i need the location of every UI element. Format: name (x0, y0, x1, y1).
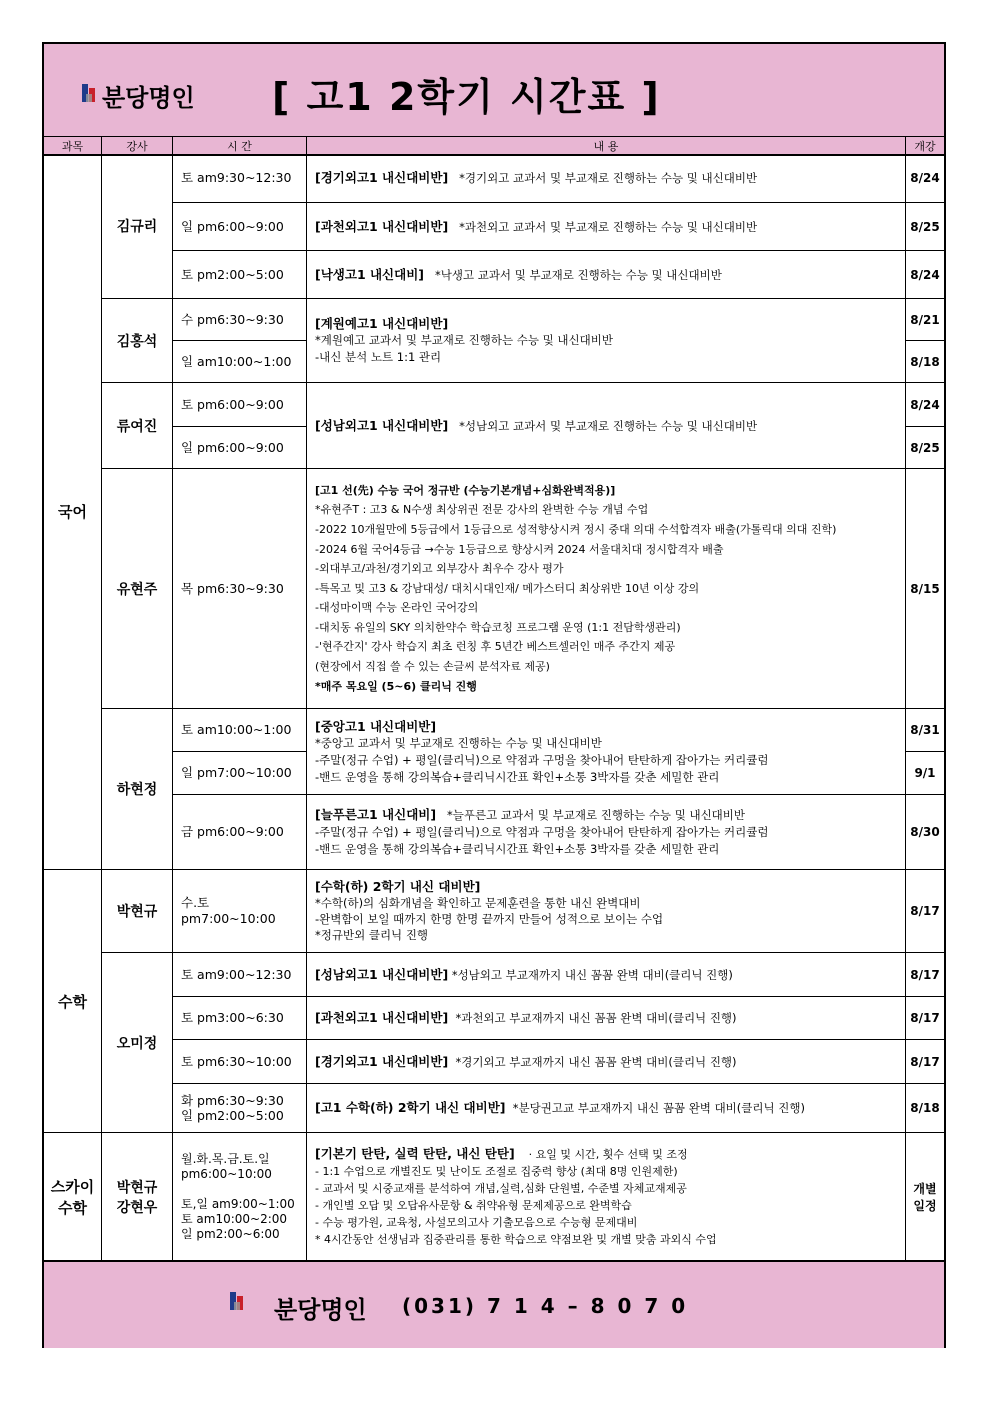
class-description: [낙생고1 내신대비] *낙생고 교과서 및 부교재로 진행하는 수능 및 내신대비반 (315, 266, 722, 282)
footer-brand: 분당명인 (274, 1296, 367, 1324)
class-time: 화 pm6:30~9:30 일 pm2:00~5:00 (181, 1093, 284, 1123)
class-description: [기본기 탄탄, 실력 탄탄, 내신 탄탄] · 요일 및 시간, 횟수 선택 및 조정 - 1:1 수업으로 개별진도 및 난이도 조절로 집중력 향상 (최대 8명 인원제한) - 교과서 및 시중교재를 분석하여 개념,실력,심화 단원별, 수준별 자체교재제공 - 개인별 오답 및 오답유사문항 & 취약유형 문제제공으로 완벽학습 - 수능 평가원, 교육청, 사설모의고사 기출모음으로 수능형 문제대비 * 4시간동안 선생님과 집중관리를 통한 학습으로 약점보완 및 개별 맞춤 과외식 수업 (315, 1146, 717, 1246)
class-description: [경기외고1 내신대비반] *경기외고 부교재까지 내신 꼼꼼 완벽 대비(클리닉 진행) (315, 1053, 737, 1069)
subject-korean: 국어 (58, 503, 87, 521)
col-start: 개강 (914, 140, 936, 153)
teacher-name: 류여진 (116, 418, 158, 435)
class-time: 토 pm6:30~10:00 (181, 1053, 292, 1069)
start-date: 8/24 (910, 267, 940, 282)
teacher-name: 오미정 (116, 1035, 158, 1052)
class-time: 일 pm6:00~9:00 (181, 218, 284, 234)
phone-number[interactable]: (031) 7 1 4 – 8 0 7 0 (402, 1294, 689, 1318)
start-date: 8/25 (910, 440, 940, 455)
start-date: 8/31 (910, 723, 940, 737)
start-date: 8/17 (910, 904, 940, 918)
logo-icon (230, 1292, 244, 1310)
start-date: 8/18 (910, 1101, 940, 1115)
class-description: [성남외고1 내신대비반] *성남외고 부교재까지 내신 꼼꼼 완벽 대비(클리닉 진행) (315, 966, 733, 982)
teacher-name: 박현규 (116, 904, 158, 920)
class-time: 일 am10:00~1:00 (181, 353, 292, 369)
teacher-name: 김홍석 (116, 333, 158, 350)
class-time: 월.화.목.금.토.일 pm6:00~10:00 토,일 am9:00~1:00 토 am10:00~2:00 일 pm2:00~6:00 (181, 1151, 295, 1241)
class-time: 토 pm3:00~6:30 (181, 1010, 284, 1025)
col-content: 내 용 (593, 140, 619, 153)
teacher-name: 박현규 강현우 (116, 1179, 158, 1216)
class-time: 토 pm2:00~5:00 (181, 266, 284, 282)
class-description: [과천외고1 내신대비반] *과천외고 부교재까지 내신 꼼꼼 완벽 대비(클리닉 진행) (315, 1010, 737, 1025)
class-description: [성남외고1 내신대비반] *성남외고 교과서 및 부교재로 진행하는 수능 및 내신대비반 (315, 417, 758, 433)
start-date: 개별 일정 (913, 1181, 937, 1213)
start-date: 8/15 (910, 581, 940, 596)
timetable-sheet (42, 42, 946, 1348)
teacher-name: 김규리 (116, 219, 158, 235)
class-description: [과천외고1 내신대비반] *과천외고 교과서 및 부교재로 진행하는 수능 및 내신대비반 (315, 218, 758, 234)
start-date: 8/18 (910, 354, 940, 369)
subject-sky-math: 스카이 수학 (50, 1177, 95, 1217)
start-date: 8/30 (910, 825, 940, 839)
class-time: 토 am9:00~12:30 (181, 966, 292, 982)
class-time: 일 pm7:00~10:00 (181, 765, 292, 780)
col-subject: 과목 (61, 140, 84, 153)
logo-icon (82, 84, 96, 102)
class-time: 토 am9:30~12:30 (181, 170, 292, 185)
class-time: 토 am10:00~1:00 (181, 722, 292, 737)
class-time: 목 pm6:30~9:30 (181, 580, 284, 596)
class-time: 수.토 pm7:00~10:00 (181, 895, 276, 926)
start-date: 8/25 (910, 219, 940, 234)
class-time: 일 pm6:00~9:00 (181, 439, 284, 455)
class-description: [고1 수학(하) 2학기 내신 대비반] *분당권고교 부교재까지 내신 꼼꼼 완벽 대비(클리닉 진행) (315, 1100, 805, 1115)
class-description: [늘푸른고1 내신대비] *늘푸른고 교과서 및 부교재로 진행하는 수능 및 내신대비반 -주말(정규 수업) + 평일(클리닉)으로 약점과 구멍을 찾아내어 탄탄하게 잡아가는 커리큘럼 -밴드 운영을 통해 강의복습+클리닉시간표 확인+소통 3박자를 갖춘 세밀한 관리 (315, 807, 769, 856)
subject-math: 수학 (58, 992, 87, 1011)
col-teacher: 강사 (126, 140, 148, 153)
start-date: 8/17 (910, 1011, 940, 1025)
brand-name: 분당명인 (102, 84, 195, 112)
page-title: [ 고1 2학기 시간표 ] (272, 75, 661, 119)
class-time: 금 pm6:00~9:00 (181, 824, 284, 839)
start-date: 9/1 (914, 766, 936, 780)
class-time: 토 pm6:00~9:00 (181, 396, 284, 412)
start-date: 8/21 (910, 312, 940, 327)
start-date: 8/17 (910, 967, 940, 982)
col-time: 시 간 (227, 140, 252, 153)
class-description: [경기외고1 내신대비반] *경기외고 교과서 및 부교재로 진행하는 수능 및 내신대비반 (315, 170, 758, 185)
footer (44, 1260, 944, 1348)
start-date: 8/17 (910, 1054, 940, 1069)
class-time: 수 pm6:30~9:30 (181, 311, 284, 327)
class-description: [수학(하) 2학기 내신 대비반] *수학(하)의 심화개념을 확인하고 문제훈련을 통한 내신 완벽대비 -완벽함이 보일 때까지 한명 한명 끝까지 만들어 성적으로 보이는 수업 *정규반외 클리닉 진행 (315, 879, 664, 942)
class-description: [중앙고1 내신대비반] *중앙고 교과서 및 부교재로 진행하는 수능 및 내신대비반 -주말(정규 수업) + 평일(클리닉)으로 약점과 구멍을 찾아내어 탄탄하게 잡아가는 커리큘럼 -밴드 운영을 통해 강의복습+클리닉시간표 확인+소통 3박자를 갖춘 세밀한 관리 (315, 718, 769, 784)
class-description: [고1 선(先) 수능 국어 정규반 (수능기본개념+심화완벽적용)] *유현주T : 고3 & N수생 최상위권 전문 강사의 완벽한 수능 개념 수업 -2022 10개월만에 5등급에서 1등급으로 성적향상시켜 정시 중대 의대 수석합격자 배출(가톨릭대 의대 진학) -2024 6월 국어4등급 →수능 1등급으로 향상시켜 2024 서울대치대 정시합격자 배출 -외대부고/과천/경기외고 외부강사 최우수 강사 평가 -특목고 및 고3 & 강남대성/ 대치시대인재/ 메가스터디 최상위반 10년 이상 강의 -대성마이맥 수능 온라인 국어강의 -대치동 유일의 SKY 의치한약수 학습코칭 프로그램 운영 (1:1 전담학생관리) -'현주간지' 강사 학습지 최초 런칭 후 5년간 베스트셀러인 매주 주간지 제공 (현장에서 직접 쓸 수 있는 손글씨 분석자료 제공) *매주 목요일 (5~6) 클리닉 진행 (315, 483, 837, 693)
header (44, 44, 944, 137)
class-description: [계원예고1 내신대비반] *계원예고 교과서 및 부교재로 진행하는 수능 및 내신대비반 -내신 분석 노트 1:1 관리 (315, 316, 613, 364)
start-date: 8/24 (910, 397, 940, 412)
start-date: 8/24 (910, 171, 940, 185)
teacher-name: 유현주 (116, 581, 158, 598)
teacher-name: 하현정 (116, 782, 158, 798)
